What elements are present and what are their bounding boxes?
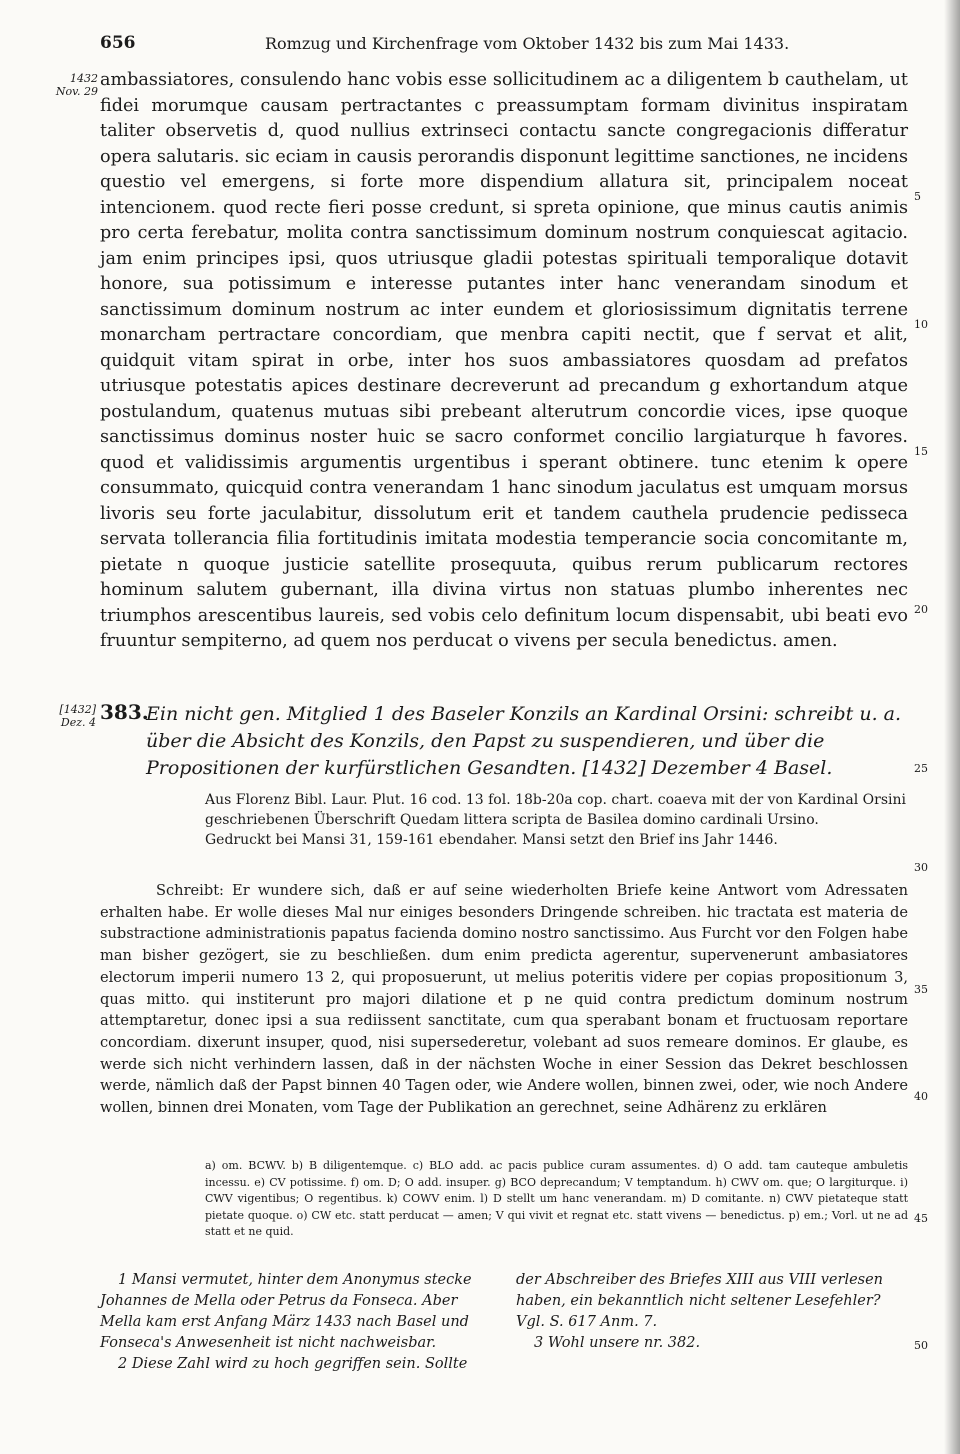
line-number: 35 [914, 983, 928, 996]
footnote: 1 Mansi vermutet, hinter dem Anonymus stecke Johannes de Mella oder Petrus da Fonseca. Aber Mella kam erst Anfang März 1433 nach Basel und Fonseca's Anwesenheit ist nicht nachweisbar. [100, 1272, 472, 1351]
line-number: 5 [914, 190, 921, 203]
line-number: 30 [914, 861, 928, 874]
source-notes [205, 790, 908, 850]
footnote: der Abschreiber des Briefes XIII aus VIII verlesen haben, ein bekanntlich nicht seltener Lesefehler? Vgl. S. 617 Anm. 7. [516, 1272, 884, 1330]
regest-text [100, 880, 908, 1119]
document-number: 383. [100, 700, 149, 724]
critical-apparatus [205, 1158, 908, 1241]
running-title: Romzug und Kirchenfrage vom Oktober 1432 bis zum Mai 1433. [265, 34, 790, 53]
line-number: 10 [914, 318, 928, 331]
page-shadow-edge [944, 0, 960, 1454]
margin-date-second: [1432] Dez. 4 [59, 703, 96, 729]
line-number: 45 [914, 1212, 928, 1225]
footnote: 2 Diese Zahl wird zu hoch gegriffen sein. Sollte [118, 1356, 468, 1372]
page-number: 656 [100, 33, 136, 53]
regest-paragraph: Schreibt: Er wundere sich, daß er auf seine wiederholten Briefe keine Antwort vom Adressaten erhalten habe. Er wolle dieses Mal nur einiges besonders Dringende schreiben. hic tractata est materia de substractione administrationis papatus facienda domino nostro sanctissimo. Aus Furcht vor den Folgen habe man bisher gezögert, sie zu beschließen. dum enim predicta agerentur, supervenerunt ambasiatores electorum imperii numero 13 2, qui proposuerunt, ut melius poteritis videre per copias propositionum 3, quas mitto. qui institerunt pro majori dilatione et p ne quid contra predictum dominum nostrum attemptaretur, donec ipsi a sua rediissent sanctitate, cum qua sperabant bonam et fructuosam reportare concordiam. dixerunt insuper, quod, nisi supersederetur, volebant ad suos remeare dominos. Er glaube, es werde sich nicht verhindern lassen, daß in der nächsten Woche in einer Session das Dekret beschlossen werde, nämlich daß der Papst binnen 40 Tagen oder, wie Andere wollen, binnen zwei, oder, wie noch Andere wollen, binnen drei Monaten, vom Tage der Publikation an gerechnet, seine Adhärenz zu erklären [100, 882, 908, 1117]
main-text-paragraph: ambassiatores, consulendo hanc vobis esse sollicitudinem ac a diligentem b cauthelam, ut fidei morumque causam pertractantes c preassumptam formam divinitus inspiratam taliter observetis d, quod nullius extrinseci contactu sancte congregacionis differatur opera salutaris. sic eciam in causis perorandis disponunt legittime sanctiones, ne incidens questio vel emergens, si forte more dispendium allatura sit, principalem noceat intencionem. quod recte fieri posse credunt, si spreta opinione, que minus cautis animis pro certa ferebatur, molita contra sanctissimum dominum nostrum conquiescat agitacio. jam enim principes ipsi, quos utriusque gladii potestas spirituali temporalique dotavit honore, sua potissimum e interesse putantes inter hanc venerandam sinodum et sanctissimum dominum nostrum ac inter eundem et gloriosissimum dignitatis terrene monarcham pertractare concordiam, que menbra capiti nectit, que f servat et alit, quidquit vitam spirat in orbe, inter hos suos ambassiatores quosdam ad prefatos utriusque potestatis apices destinare decreverunt ad precandum g exhortandum atque postulandum, quatenus mutuas sibi prebeant alterutrum concordie vices, ipse quoque sanctissimus dominus noster huic se sacro conformet concilio largiaturque h favores. quod et validissimis argumentis urgentibus i sperant obtinere. tunc etenim k opere consummato, quicquid contra venerandam 1 hanc sinodum jaculatus est umquam morsus livoris seu forte jaculabitur, dissolutum erit et tandem cauthela prudencie pedisseca servata tollerancia filia fortitudinis imitata modestia temperancie socia concomitante m, pietate n quoque justicie satellite prosequuta, quibus rerum publicarum rectores hominum salutem gubernant, illa divina virtus non statuas plumbo inherentes nec triumphos arescentibus laureis, sed vobis celo definitum locum dispensabit, ubi beati evo fruuntur sempiterno, ad quem nos perducat o vivens per secula benedictus. amen. [100, 70, 908, 651]
line-number: 20 [914, 603, 928, 616]
apparatus-text: a) om. BCWV. b) B diligentemque. c) BLO add. ac pacis publice curam assumentes. d) O add. tam cauteque ambuletis incessu. e) CV potissime. f) om. D; O add. insuper. g) BCO deprecandum; V temptandum. h) CWV om. que; O largiturque. i) CWV vigentibus; O regentibus. k) COWV enim. l) D stellt um hanc venerandam. m) D comitante. n) CWV pietateque statt pietate quoque. o) CW etc. statt perducat — amen; V qui vivit et regnat etc. statt vivens — benedictus. p) em.; Vorl. ut ne ad statt et ne quid. [205, 1159, 908, 1239]
document-title: Ein nicht gen. Mitglied 1 des Baseler Konzils an Kardinal Orsini: schreibt u. a. über die Absicht des Konzils, den Papst zu suspendieren, und über die Propositionen der kurfürstlichen Gesandten. [1432] Dezember 4 Basel. [146, 703, 902, 779]
line-number: 50 [914, 1339, 928, 1352]
main-latin-text [100, 68, 908, 655]
margin-date-first: 1432 Nov. 29 [55, 72, 98, 98]
source-manuscript: Aus Florenz Bibl. Laur. Plut. 16 cod. 13 fol. 18b-20a cop. chart. coaeva mit der von Kardinal Orsini geschriebenen Überschrift Quedam littera scripta de Basilea domino cardinali Ursino. [205, 792, 906, 828]
line-number: 25 [914, 762, 928, 775]
footnotes-left-column [100, 1270, 494, 1375]
page-header [100, 33, 920, 57]
line-number: 40 [914, 1090, 928, 1103]
footnote: 3 Wohl unsere nr. 382. [534, 1335, 701, 1351]
source-print: Gedruckt bei Mansi 31, 159-161 ebendaher. Mansi setzt den Brief ins Jahr 1446. [205, 832, 778, 848]
line-number: 15 [914, 445, 928, 458]
footnotes-right-column [516, 1270, 908, 1354]
